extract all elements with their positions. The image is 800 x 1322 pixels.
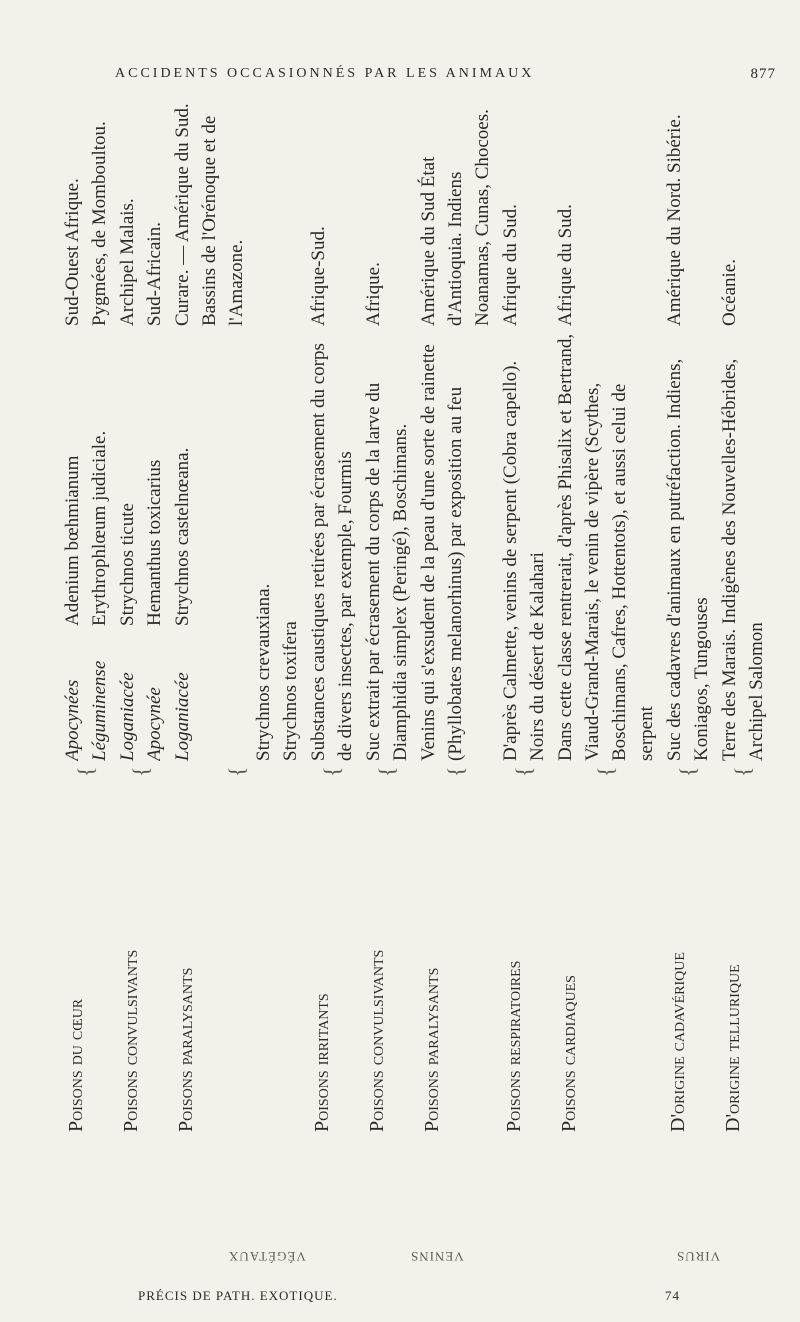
brace-icon: {	[593, 766, 618, 777]
poison-group	[496, 96, 551, 1136]
region-cell	[250, 96, 277, 326]
family-cell: Apocynée	[144, 687, 165, 761]
family-cell: Loganiacée	[172, 672, 193, 761]
brace-icon: {	[128, 766, 153, 777]
poison-rows	[415, 96, 496, 761]
brace-icon: {	[223, 766, 249, 777]
poison-category-label: Poisons cardiaques	[558, 975, 580, 1132]
poison-group	[660, 96, 715, 1136]
brace-icon: {	[73, 766, 98, 777]
region-cell: Amérique du Nord. Sibérie.	[664, 114, 685, 326]
brace-icon: {	[511, 766, 536, 777]
poison-category-label: Poisons respiratoires	[503, 960, 525, 1132]
running-header	[0, 66, 800, 88]
page-footer	[0, 1276, 800, 1316]
bleed-through-word: VIRUS	[676, 1249, 721, 1264]
poison-rows	[552, 96, 660, 761]
poison-category-label: D'origine cadavérique	[667, 952, 689, 1132]
table-row	[552, 96, 660, 761]
bleed-through-word: VENINS	[410, 1249, 464, 1264]
printer-signature: PRÉCIS DE PATH. EXOTIQUE.	[138, 1288, 338, 1303]
species-cell: Strychnos toxifera	[280, 621, 301, 761]
rotated-table-frame	[58, 96, 788, 1136]
table-row	[497, 96, 551, 761]
region-cell: Sud-Africain.	[144, 222, 165, 326]
region-cell: Afrique-Sud.	[308, 226, 329, 326]
species-cell: Hemanthus toxicarius	[144, 459, 165, 626]
poison-group	[715, 96, 770, 1136]
table-row	[716, 96, 770, 761]
bleed-through-word: VÉGÉTAUX	[228, 1249, 306, 1264]
region-cell: Afrique du Sud.	[500, 204, 521, 326]
species-cell: Strychnos crevauxiana.	[253, 583, 274, 761]
table-row	[305, 96, 359, 761]
poison-group	[113, 96, 168, 1136]
poison-category-label: Poisons irritants	[311, 993, 333, 1132]
region-cell: Afrique du Sud.	[555, 204, 576, 326]
family-cell: Apocynées	[62, 679, 83, 761]
poison-group	[414, 96, 496, 1136]
poison-rows	[661, 96, 715, 761]
brace-icon: {	[374, 766, 399, 777]
region-cell: Océanie.	[719, 259, 740, 326]
table-row	[277, 96, 304, 761]
poison-rows	[716, 96, 770, 761]
poison-category-label: Poisons convulsivants	[366, 949, 388, 1132]
species-cell: Erythrophlœum judiciale.	[89, 430, 110, 626]
table-row	[250, 96, 277, 761]
brace-icon: {	[730, 766, 755, 777]
region-cell	[277, 96, 304, 326]
poison-rows	[360, 96, 414, 761]
poison-rows	[114, 96, 168, 761]
poisons-table	[58, 96, 788, 1136]
poison-rows	[169, 96, 304, 761]
page-number: 877	[750, 66, 776, 82]
species-cell: Dans cette classe rentrerait, d'après Phisalix et Bertrand, Viaud-Grand-Marais, le venin de vipère (Scythes, Boschimans, Cafres, Hottentots), et aussi celui de serpent	[555, 333, 657, 761]
species-cell: Substances caustiques retirées par écrasement du corps de divers insectes, par exemple, Fourmis	[308, 343, 356, 761]
region-cell: Afrique.	[363, 262, 384, 326]
region-cell: Curare. — Amérique du Sud. Bassins de l'Orénoque et de l'Amazone.	[172, 103, 247, 326]
species-cell: Adenium bœhmianum	[62, 455, 83, 626]
poison-category-label: Poisons du cœur	[65, 998, 87, 1132]
table-row	[114, 96, 141, 761]
region-cell: Sud-Ouest Afrique.	[62, 178, 83, 326]
poison-rows	[305, 96, 359, 761]
species-cell: Suc extrait par écrasement du corps de la larve du Diamphidia simplex (Peringé), Boschimans.	[363, 382, 411, 761]
running-title: ACCIDENTS OCCASIONNÉS PAR LES ANIMAUX	[115, 66, 535, 81]
poison-category-label: D'origine tellurique	[722, 964, 744, 1132]
sheet-number: 74	[665, 1288, 680, 1303]
species-cell: D'après Calmette, venins de serpent (Cobra capello). Noirs du désert de Kalahari	[500, 360, 548, 761]
region-cell: Pygmées, de Momboultou.	[89, 121, 110, 326]
poison-group	[304, 96, 359, 1136]
table-row	[86, 96, 113, 761]
family-cell: Loganiacée	[117, 672, 138, 761]
family-cell: Léguminense	[89, 660, 110, 761]
poison-rows	[497, 96, 551, 761]
poison-group	[168, 96, 304, 1136]
species-cell: Terre des Marais. Indigènes des Nouvelles-Hébrides, Archipel Salomon	[719, 358, 767, 761]
region-cell: Amérique du Sud État d'Antioquia. Indiens Noanamas, Cunas, Chocoes.	[418, 109, 493, 326]
poison-category-label: Poisons paralysants	[421, 967, 443, 1132]
table-row	[169, 96, 250, 761]
poison-category-label: Poisons paralysants	[175, 967, 197, 1132]
poison-group	[359, 96, 414, 1136]
species-cell: Venins qui s'exsudent de la peau d'une sorte de rainette (Phyllobates melanorhinus) par exposition au feu	[418, 344, 466, 761]
brace-icon: {	[675, 766, 700, 777]
poison-rows	[59, 96, 113, 761]
species-cell: Strychnos ticute	[117, 503, 138, 626]
brace-icon: {	[319, 766, 344, 777]
species-cell: Suc des cadavres d'animaux en putréfaction. Indiens, Koniagos, Tungouses	[664, 358, 712, 761]
table-row	[661, 96, 715, 761]
brace-icon: {	[442, 766, 468, 777]
table-row	[415, 96, 496, 761]
poison-group	[551, 96, 660, 1136]
table-row	[360, 96, 414, 761]
species-cell: Strychnos castelnœana.	[172, 447, 193, 626]
region-cell: Archipel Malais.	[117, 198, 138, 326]
poison-category-label: Poisons convulsivants	[120, 949, 142, 1132]
table-row	[141, 96, 168, 761]
poison-group	[58, 96, 113, 1136]
table-row	[59, 96, 86, 761]
